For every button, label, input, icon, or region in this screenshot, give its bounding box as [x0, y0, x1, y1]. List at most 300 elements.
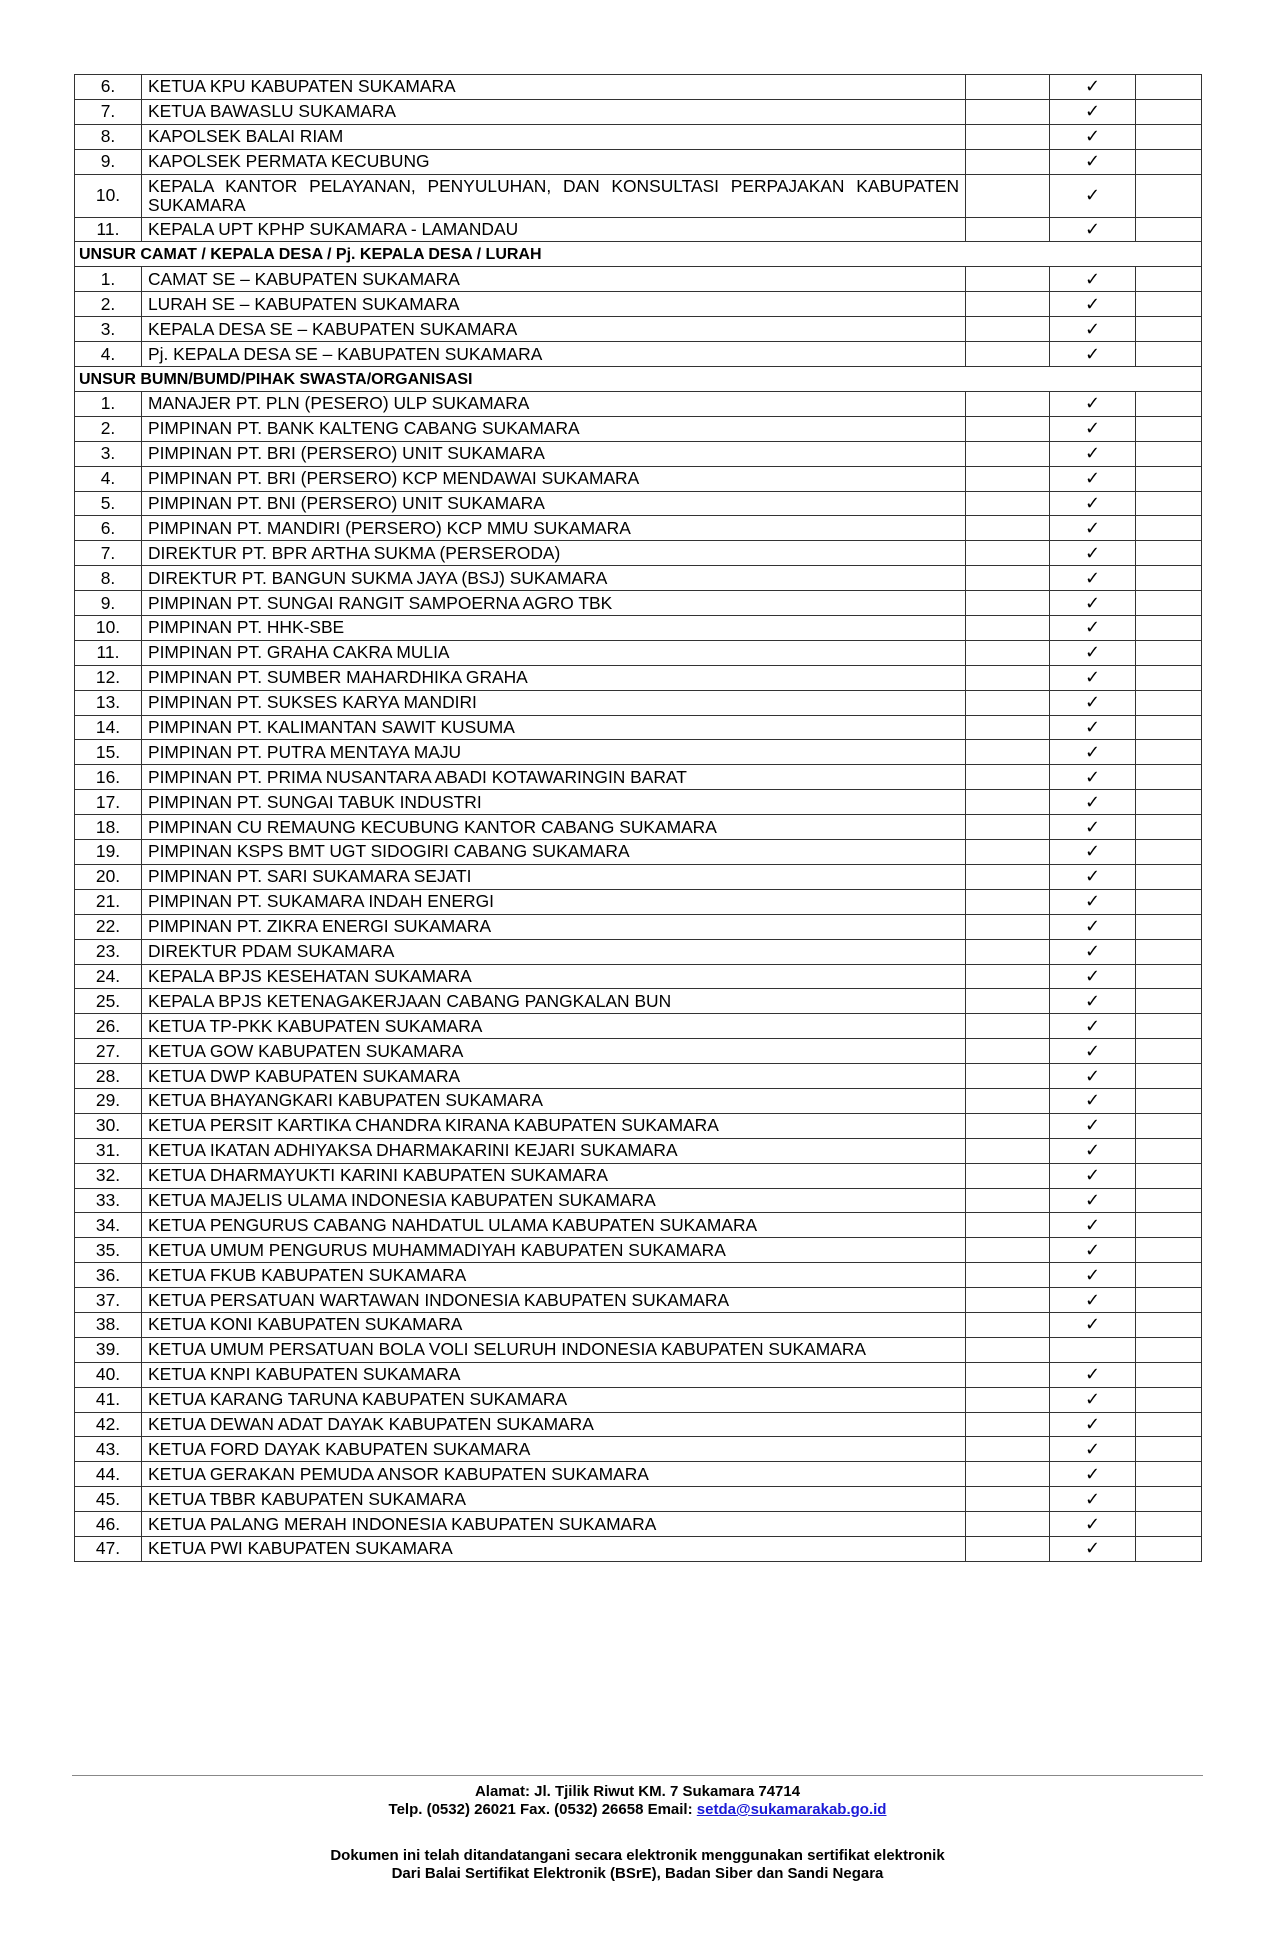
row-blank-cell	[966, 765, 1050, 790]
row-name: PIMPINAN KSPS BMT UGT SIDOGIRI CABANG SUKAMARA	[142, 840, 966, 865]
row-number: 26.	[75, 1014, 142, 1039]
row-number: 14.	[75, 715, 142, 740]
row-blank-cell	[1136, 1437, 1202, 1462]
row-blank-cell	[966, 342, 1050, 367]
row-name: PIMPINAN CU REMAUNG KECUBUNG KANTOR CABANG SUKAMARA	[142, 815, 966, 840]
row-blank-cell	[1136, 317, 1202, 342]
row-check-mark: ✓	[1050, 566, 1136, 591]
row-number: 9.	[75, 591, 142, 616]
row-number: 19.	[75, 840, 142, 865]
row-blank-cell	[1136, 441, 1202, 466]
row-name: PIMPINAN PT. HHK-SBE	[142, 616, 966, 641]
row-blank-cell	[1136, 640, 1202, 665]
row-check-mark: ✓	[1050, 690, 1136, 715]
table-row	[75, 342, 1202, 367]
table-row	[75, 765, 1202, 790]
row-blank-cell	[966, 1213, 1050, 1238]
row-name: PIMPINAN PT. ZIKRA ENERGI SUKAMARA	[142, 914, 966, 939]
row-check-mark: ✓	[1050, 441, 1136, 466]
table-row	[75, 441, 1202, 466]
row-blank-cell	[966, 1163, 1050, 1188]
table-row	[75, 1138, 1202, 1163]
row-name: KEPALA BPJS KETENAGAKERJAAN CABANG PANGKALAN BUN	[142, 989, 966, 1014]
table-row	[75, 1337, 1202, 1362]
row-blank-cell	[966, 1462, 1050, 1487]
row-check-mark: ✓	[1050, 1437, 1136, 1462]
row-blank-cell	[966, 790, 1050, 815]
row-blank-cell	[966, 1088, 1050, 1113]
row-name: PIMPINAN PT. GRAHA CAKRA MULIA	[142, 640, 966, 665]
row-number: 7.	[75, 99, 142, 124]
table-row	[75, 75, 1202, 100]
row-check-mark: ✓	[1050, 174, 1136, 217]
row-check-mark: ✓	[1050, 392, 1136, 417]
row-check-mark: ✓	[1050, 1138, 1136, 1163]
row-name: PIMPINAN PT. SUKSES KARYA MANDIRI	[142, 690, 966, 715]
row-name: MANAJER PT. PLN (PESERO) ULP SUKAMARA	[142, 392, 966, 417]
row-blank-cell	[1136, 1113, 1202, 1138]
table-row	[75, 1113, 1202, 1138]
row-name: KEPALA KANTOR PELAYANAN, PENYULUHAN, DAN KONSULTASI PERPAJAKAN KABUPATEN SUKAMARA	[142, 174, 966, 217]
footer-contact	[0, 1801, 1275, 1819]
row-blank-cell	[966, 690, 1050, 715]
footer-divider	[72, 1775, 1203, 1776]
row-number: 30.	[75, 1113, 142, 1138]
table-row	[75, 616, 1202, 641]
row-name: KETUA KARANG TARUNA KABUPATEN SUKAMARA	[142, 1387, 966, 1412]
row-number: 11.	[75, 217, 142, 242]
row-number: 36.	[75, 1263, 142, 1288]
row-number: 45.	[75, 1487, 142, 1512]
row-name: KETUA BHAYANGKARI KABUPATEN SUKAMARA	[142, 1088, 966, 1113]
row-blank-cell	[966, 99, 1050, 124]
row-check-mark: ✓	[1050, 591, 1136, 616]
row-blank-cell	[1136, 1512, 1202, 1537]
row-blank-cell	[966, 1014, 1050, 1039]
row-name: PIMPINAN PT. MANDIRI (PERSERO) KCP MMU SUKAMARA	[142, 516, 966, 541]
table-row	[75, 174, 1202, 217]
row-blank-cell	[966, 1437, 1050, 1462]
row-check-mark: ✓	[1050, 124, 1136, 149]
table-row	[75, 591, 1202, 616]
row-blank-cell	[1136, 1088, 1202, 1113]
table-row	[75, 149, 1202, 174]
row-check-mark: ✓	[1050, 815, 1136, 840]
row-blank-cell	[966, 815, 1050, 840]
row-name: KEPALA DESA SE – KABUPATEN SUKAMARA	[142, 317, 966, 342]
row-number: 3.	[75, 317, 142, 342]
row-name: PIMPINAN PT. BNI (PERSERO) UNIT SUKAMARA	[142, 491, 966, 516]
table-row	[75, 1064, 1202, 1089]
row-number: 24.	[75, 964, 142, 989]
table-row	[75, 914, 1202, 939]
row-blank-cell	[1136, 1238, 1202, 1263]
row-name: KETUA DHARMAYUKTI KARINI KABUPATEN SUKAMARA	[142, 1163, 966, 1188]
row-number: 10.	[75, 174, 142, 217]
row-check-mark: ✓	[1050, 989, 1136, 1014]
row-check-mark: ✓	[1050, 715, 1136, 740]
row-blank-cell	[1136, 665, 1202, 690]
row-blank-cell	[966, 566, 1050, 591]
row-check-mark: ✓	[1050, 665, 1136, 690]
table-row	[75, 1163, 1202, 1188]
row-check-mark: ✓	[1050, 317, 1136, 342]
row-number: 27.	[75, 1039, 142, 1064]
row-name: KETUA MAJELIS ULAMA INDONESIA KABUPATEN SUKAMARA	[142, 1188, 966, 1213]
row-check-mark: ✓	[1050, 790, 1136, 815]
table-row	[75, 1213, 1202, 1238]
row-blank-cell	[966, 174, 1050, 217]
row-blank-cell	[966, 124, 1050, 149]
row-blank-cell	[1136, 740, 1202, 765]
row-name: KEPALA BPJS KESEHATAN SUKAMARA	[142, 964, 966, 989]
row-check-mark: ✓	[1050, 1039, 1136, 1064]
row-blank-cell	[1136, 566, 1202, 591]
row-blank-cell	[1136, 1288, 1202, 1313]
row-blank-cell	[1136, 217, 1202, 242]
table-row	[75, 292, 1202, 317]
row-number: 4.	[75, 466, 142, 491]
row-name: DIREKTUR PT. BANGUN SUKMA JAYA (BSJ) SUKAMARA	[142, 566, 966, 591]
row-blank-cell	[1136, 75, 1202, 100]
row-number: 22.	[75, 914, 142, 939]
row-blank-cell	[966, 1288, 1050, 1313]
row-blank-cell	[1136, 1014, 1202, 1039]
row-number: 25.	[75, 989, 142, 1014]
row-number: 16.	[75, 765, 142, 790]
row-name: KETUA FKUB KABUPATEN SUKAMARA	[142, 1263, 966, 1288]
row-number: 35.	[75, 1238, 142, 1263]
table-row	[75, 516, 1202, 541]
row-check-mark: ✓	[1050, 1536, 1136, 1561]
row-check-mark: ✓	[1050, 616, 1136, 641]
row-blank-cell	[1136, 815, 1202, 840]
row-blank-cell	[966, 491, 1050, 516]
row-number: 13.	[75, 690, 142, 715]
row-blank-cell	[966, 1113, 1050, 1138]
table-row	[75, 715, 1202, 740]
row-blank-cell	[966, 1337, 1050, 1362]
row-blank-cell	[1136, 149, 1202, 174]
row-blank-cell	[966, 939, 1050, 964]
row-name: KETUA KNPI KABUPATEN SUKAMARA	[142, 1362, 966, 1387]
row-name: PIMPINAN PT. SUMBER MAHARDHIKA GRAHA	[142, 665, 966, 690]
row-check-mark: ✓	[1050, 914, 1136, 939]
row-blank-cell	[966, 541, 1050, 566]
table-row	[75, 790, 1202, 815]
row-blank-cell	[966, 317, 1050, 342]
row-blank-cell	[1136, 1412, 1202, 1437]
row-number: 40.	[75, 1362, 142, 1387]
row-blank-cell	[1136, 1188, 1202, 1213]
row-check-mark: ✓	[1050, 416, 1136, 441]
row-blank-cell	[966, 441, 1050, 466]
row-blank-cell	[966, 516, 1050, 541]
row-number: 3.	[75, 441, 142, 466]
footer-esign-notice-line1: Dokumen ini telah ditandatangani secara elektronik menggunakan sertifikat elektronik	[330, 1847, 945, 1864]
row-blank-cell	[1136, 1362, 1202, 1387]
table-row	[75, 864, 1202, 889]
row-blank-cell	[1136, 889, 1202, 914]
row-blank-cell	[966, 989, 1050, 1014]
row-check-mark: ✓	[1050, 939, 1136, 964]
row-number: 6.	[75, 75, 142, 100]
table-row	[75, 989, 1202, 1014]
row-blank-cell	[1136, 1039, 1202, 1064]
row-number: 9.	[75, 149, 142, 174]
row-blank-cell	[1136, 715, 1202, 740]
table-row	[75, 491, 1202, 516]
table-row	[75, 1487, 1202, 1512]
row-name: KETUA FORD DAYAK KABUPATEN SUKAMARA	[142, 1437, 966, 1462]
row-number: 7.	[75, 541, 142, 566]
row-blank-cell	[966, 914, 1050, 939]
row-check-mark: ✓	[1050, 1387, 1136, 1412]
table-row	[75, 1437, 1202, 1462]
row-check-mark: ✓	[1050, 765, 1136, 790]
row-blank-cell	[966, 715, 1050, 740]
row-number: 6.	[75, 516, 142, 541]
row-blank-cell	[1136, 292, 1202, 317]
table-row	[75, 1288, 1202, 1313]
row-blank-cell	[966, 1238, 1050, 1263]
row-blank-cell	[1136, 416, 1202, 441]
row-check-mark: ✓	[1050, 1362, 1136, 1387]
row-number: 37.	[75, 1288, 142, 1313]
table-row	[75, 392, 1202, 417]
row-blank-cell	[966, 840, 1050, 865]
row-blank-cell	[1136, 914, 1202, 939]
row-name: LURAH SE – KABUPATEN SUKAMARA	[142, 292, 966, 317]
row-number: 41.	[75, 1387, 142, 1412]
row-number: 42.	[75, 1412, 142, 1437]
row-blank-cell	[1136, 1138, 1202, 1163]
row-blank-cell	[1136, 267, 1202, 292]
row-name: Pj. KEPALA DESA SE – KABUPATEN SUKAMARA	[142, 342, 966, 367]
row-check-mark: ✓	[1050, 541, 1136, 566]
row-blank-cell	[1136, 1487, 1202, 1512]
table-row	[75, 939, 1202, 964]
row-name: PIMPINAN PT. KALIMANTAN SAWIT KUSUMA	[142, 715, 966, 740]
table-row	[75, 840, 1202, 865]
row-name: KETUA KONI KABUPATEN SUKAMARA	[142, 1312, 966, 1337]
row-name: KETUA PERSATUAN WARTAWAN INDONESIA KABUPATEN SUKAMARA	[142, 1288, 966, 1313]
row-name: PIMPINAN PT. SUNGAI TABUK INDUSTRI	[142, 790, 966, 815]
row-name: KETUA DWP KABUPATEN SUKAMARA	[142, 1064, 966, 1089]
table-row	[75, 1462, 1202, 1487]
row-blank-cell	[966, 889, 1050, 914]
row-name: KETUA PALANG MERAH INDONESIA KABUPATEN SUKAMARA	[142, 1512, 966, 1537]
row-blank-cell	[966, 1362, 1050, 1387]
table-row	[75, 1536, 1202, 1561]
table-row	[75, 317, 1202, 342]
row-name: KETUA PERSIT KARTIKA CHANDRA KIRANA KABUPATEN SUKAMARA	[142, 1113, 966, 1138]
row-blank-cell	[966, 740, 1050, 765]
row-name: KEPALA UPT KPHP SUKAMARA - LAMANDAU	[142, 217, 966, 242]
table-row	[75, 1014, 1202, 1039]
table-row	[75, 964, 1202, 989]
row-blank-cell	[1136, 616, 1202, 641]
row-name: KETUA UMUM PENGURUS MUHAMMADIYAH KABUPATEN SUKAMARA	[142, 1238, 966, 1263]
row-blank-cell	[1136, 690, 1202, 715]
row-blank-cell	[1136, 491, 1202, 516]
table-row	[75, 665, 1202, 690]
row-number: 2.	[75, 416, 142, 441]
row-number: 18.	[75, 815, 142, 840]
row-blank-cell	[966, 292, 1050, 317]
row-name: PIMPINAN PT. BRI (PERSERO) UNIT SUKAMARA	[142, 441, 966, 466]
row-blank-cell	[1136, 1387, 1202, 1412]
row-blank-cell	[1136, 1462, 1202, 1487]
row-name: PIMPINAN PT. PRIMA NUSANTARA ABADI KOTAWARINGIN BARAT	[142, 765, 966, 790]
table-row	[75, 466, 1202, 491]
row-check-mark: ✓	[1050, 342, 1136, 367]
table-body	[75, 75, 1202, 1562]
table-row	[75, 1362, 1202, 1387]
row-name: KETUA BAWASLU SUKAMARA	[142, 99, 966, 124]
row-check-mark: ✓	[1050, 292, 1136, 317]
row-check-mark: ✓	[1050, 640, 1136, 665]
footer-email-link[interactable]: setda@sukamarakab.go.id	[696, 1801, 887, 1818]
table-row	[75, 740, 1202, 765]
row-check-mark: ✓	[1050, 1462, 1136, 1487]
row-blank-cell	[1136, 939, 1202, 964]
row-check-mark: ✓	[1050, 1238, 1136, 1263]
row-blank-cell	[966, 392, 1050, 417]
row-name: KETUA PENGURUS CABANG NAHDATUL ULAMA KABUPATEN SUKAMARA	[142, 1213, 966, 1238]
section-header-row	[75, 242, 1202, 267]
row-blank-cell	[1136, 989, 1202, 1014]
row-number: 47.	[75, 1536, 142, 1561]
section-header-row	[75, 367, 1202, 392]
row-blank-cell	[966, 1263, 1050, 1288]
row-name: KAPOLSEK BALAI RIAM	[142, 124, 966, 149]
row-blank-cell	[1136, 516, 1202, 541]
row-blank-cell	[1136, 174, 1202, 217]
row-blank-cell	[966, 466, 1050, 491]
row-check-mark: ✓	[1050, 267, 1136, 292]
row-name: KETUA KPU KABUPATEN SUKAMARA	[142, 75, 966, 100]
row-check-mark: ✓	[1050, 864, 1136, 889]
row-number: 46.	[75, 1512, 142, 1537]
table-row	[75, 1088, 1202, 1113]
row-number: 12.	[75, 665, 142, 690]
row-blank-cell	[966, 616, 1050, 641]
row-blank-cell	[1136, 1213, 1202, 1238]
row-blank-cell	[1136, 466, 1202, 491]
row-blank-cell	[1136, 840, 1202, 865]
row-blank-cell	[1136, 1312, 1202, 1337]
table-row	[75, 416, 1202, 441]
row-blank-cell	[966, 1536, 1050, 1561]
row-check-mark: ✓	[1050, 1487, 1136, 1512]
row-check-mark: ✓	[1050, 740, 1136, 765]
row-blank-cell	[1136, 1337, 1202, 1362]
table-row	[75, 889, 1202, 914]
row-blank-cell	[966, 75, 1050, 100]
row-check-mark: ✓	[1050, 1064, 1136, 1089]
row-check-mark: ✓	[1050, 964, 1136, 989]
table-row	[75, 640, 1202, 665]
row-number: 8.	[75, 566, 142, 591]
row-blank-cell	[1136, 964, 1202, 989]
row-check-mark: ✓	[1050, 1188, 1136, 1213]
row-number: 31.	[75, 1138, 142, 1163]
row-blank-cell	[1136, 342, 1202, 367]
row-blank-cell	[966, 1064, 1050, 1089]
row-number: 23.	[75, 939, 142, 964]
footer-contact-text: Telp. (0532) 26021 Fax. (0532) 26658 Email:	[388, 1801, 697, 1818]
table-row	[75, 690, 1202, 715]
row-number: 1.	[75, 267, 142, 292]
row-check-mark	[1050, 1337, 1136, 1362]
row-number: 34.	[75, 1213, 142, 1238]
row-name: PIMPINAN PT. PUTRA MENTAYA MAJU	[142, 740, 966, 765]
row-blank-cell	[966, 640, 1050, 665]
row-blank-cell	[966, 217, 1050, 242]
row-blank-cell	[966, 1188, 1050, 1213]
section-title: UNSUR CAMAT / KEPALA DESA / Pj. KEPALA DESA / LURAH	[75, 242, 1202, 267]
table-row	[75, 1412, 1202, 1437]
row-name: KETUA TBBR KABUPATEN SUKAMARA	[142, 1487, 966, 1512]
row-blank-cell	[1136, 1163, 1202, 1188]
row-blank-cell	[966, 1512, 1050, 1537]
table-row	[75, 1512, 1202, 1537]
table-row	[75, 1238, 1202, 1263]
row-check-mark: ✓	[1050, 1014, 1136, 1039]
row-blank-cell	[1136, 591, 1202, 616]
table-row	[75, 99, 1202, 124]
row-number: 5.	[75, 491, 142, 516]
row-name: CAMAT SE – KABUPATEN SUKAMARA	[142, 267, 966, 292]
row-blank-cell	[1136, 765, 1202, 790]
row-name: PIMPINAN PT. SUKAMARA INDAH ENERGI	[142, 889, 966, 914]
table-row	[75, 1039, 1202, 1064]
row-name: DIREKTUR PT. BPR ARTHA SUKMA (PERSERODA)	[142, 541, 966, 566]
table-row	[75, 267, 1202, 292]
row-name: KAPOLSEK PERMATA KECUBUNG	[142, 149, 966, 174]
row-blank-cell	[1136, 864, 1202, 889]
row-check-mark: ✓	[1050, 1288, 1136, 1313]
row-blank-cell	[966, 1138, 1050, 1163]
row-number: 32.	[75, 1163, 142, 1188]
row-blank-cell	[1136, 790, 1202, 815]
row-name: KETUA UMUM PERSATUAN BOLA VOLI SELURUH INDONESIA KABUPATEN SUKAMARA	[142, 1337, 966, 1362]
row-blank-cell	[966, 1039, 1050, 1064]
row-check-mark: ✓	[1050, 466, 1136, 491]
row-number: 20.	[75, 864, 142, 889]
row-number: 2.	[75, 292, 142, 317]
row-check-mark: ✓	[1050, 1412, 1136, 1437]
row-number: 43.	[75, 1437, 142, 1462]
row-name: PIMPINAN PT. BRI (PERSERO) KCP MENDAWAI SUKAMARA	[142, 466, 966, 491]
row-check-mark: ✓	[1050, 1512, 1136, 1537]
table-row	[75, 1188, 1202, 1213]
row-check-mark: ✓	[1050, 99, 1136, 124]
row-blank-cell	[966, 1312, 1050, 1337]
row-blank-cell	[966, 1412, 1050, 1437]
row-number: 15.	[75, 740, 142, 765]
row-check-mark: ✓	[1050, 1312, 1136, 1337]
row-number: 4.	[75, 342, 142, 367]
row-check-mark: ✓	[1050, 1263, 1136, 1288]
row-number: 39.	[75, 1337, 142, 1362]
row-blank-cell	[1136, 1064, 1202, 1089]
row-number: 1.	[75, 392, 142, 417]
row-blank-cell	[966, 665, 1050, 690]
row-check-mark: ✓	[1050, 1213, 1136, 1238]
row-name: KETUA GOW KABUPATEN SUKAMARA	[142, 1039, 966, 1064]
